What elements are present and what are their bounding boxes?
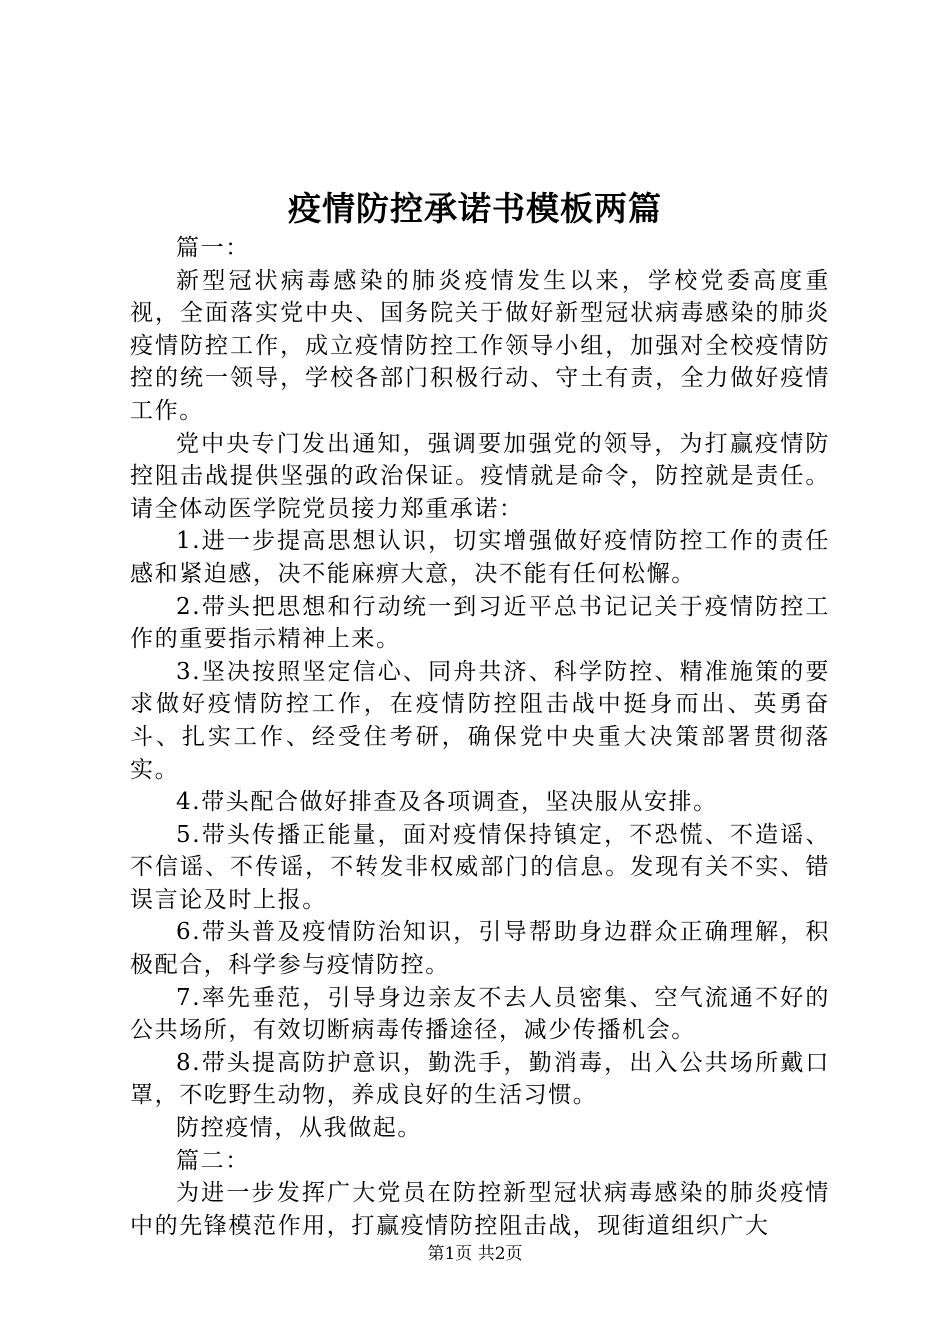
commitment-item-4: 4.带头配合做好排查及各项调查，坚决服从安排。	[176, 789, 718, 816]
section-heading-two: 篇二：	[176, 1147, 250, 1174]
closing-slogan: 防控疫情，从我做起。	[176, 1115, 422, 1142]
commitment-item-6: 6.带头普及疫情防治知识，引导帮助身边群众正确理解，积极配合，科学参与疫情防控。	[130, 919, 830, 979]
commitment-item-5: 5.带头传播正能量，面对疫情保持镇定，不恐慌、不造谣、不信谣、不传谣，不转发非权威部门的信息。发现有关不实、错误言论及时上报。	[130, 821, 830, 913]
paragraph: 新型冠状病毒感染的肺炎疫情发生以来，学校党委高度重视，全面落实党中央、国务院关于做好新型冠状病毒感染的肺炎疫情防控工作，成立疫情防控工作领导小组，加强对全校疫情防控的统一领导，学校各部门积极行动、守土有责，全力做好疫情工作。	[130, 267, 830, 424]
commitment-item-3: 3.坚决按照坚定信心、同舟共济、科学防控、精准施策的要求做好疫情防控工作，在疫情防控阻击战中挺身而出、英勇奋斗、扎实工作、经受住考研，确保党中央重大决策部署贯彻落实。	[130, 658, 830, 783]
document-body	[130, 232, 830, 1242]
commitment-item-2: 2.带头把思想和行动统一到习近平总书记记关于疫情防控工作的重要指示精神上来。	[130, 593, 830, 653]
paragraph: 党中央专门发出通知，强调要加强党的领导，为打赢疫情防控阻击战提供坚强的政治保证。疫情就是命令，防控就是责任。请全体动医学院党员接力郑重承诺：	[130, 430, 830, 522]
paragraph: 为进一步发挥广大党员在防控新型冠状病毒感染的肺炎疫情中的先锋模范作用，打赢疫情防控阻击战，现街道组织广大	[130, 1180, 830, 1239]
page-number-footer: 第1页 共2页	[427, 1244, 523, 1264]
section-heading-one: 篇一：	[176, 235, 250, 261]
commitment-item-7: 7.率先垂范，引导身边亲友不去人员密集、空气流通不好的公共场所，有效切断病毒传播途径，减少传播机会。	[130, 984, 830, 1044]
commitment-item-8: 8.带头提高防护意识，勤洗手，勤消毒，出入公共场所戴口罩，不吃野生动物，养成良好的生活习惯。	[130, 1049, 830, 1109]
document-title: 疫情防控承诺书模板两篇	[288, 189, 662, 228]
commitment-item-1: 1.进一步提高思想认识，切实增强做好疫情防控工作的责任感和紧迫感，决不能麻痹大意，决不能有任何松懈。	[130, 528, 830, 587]
